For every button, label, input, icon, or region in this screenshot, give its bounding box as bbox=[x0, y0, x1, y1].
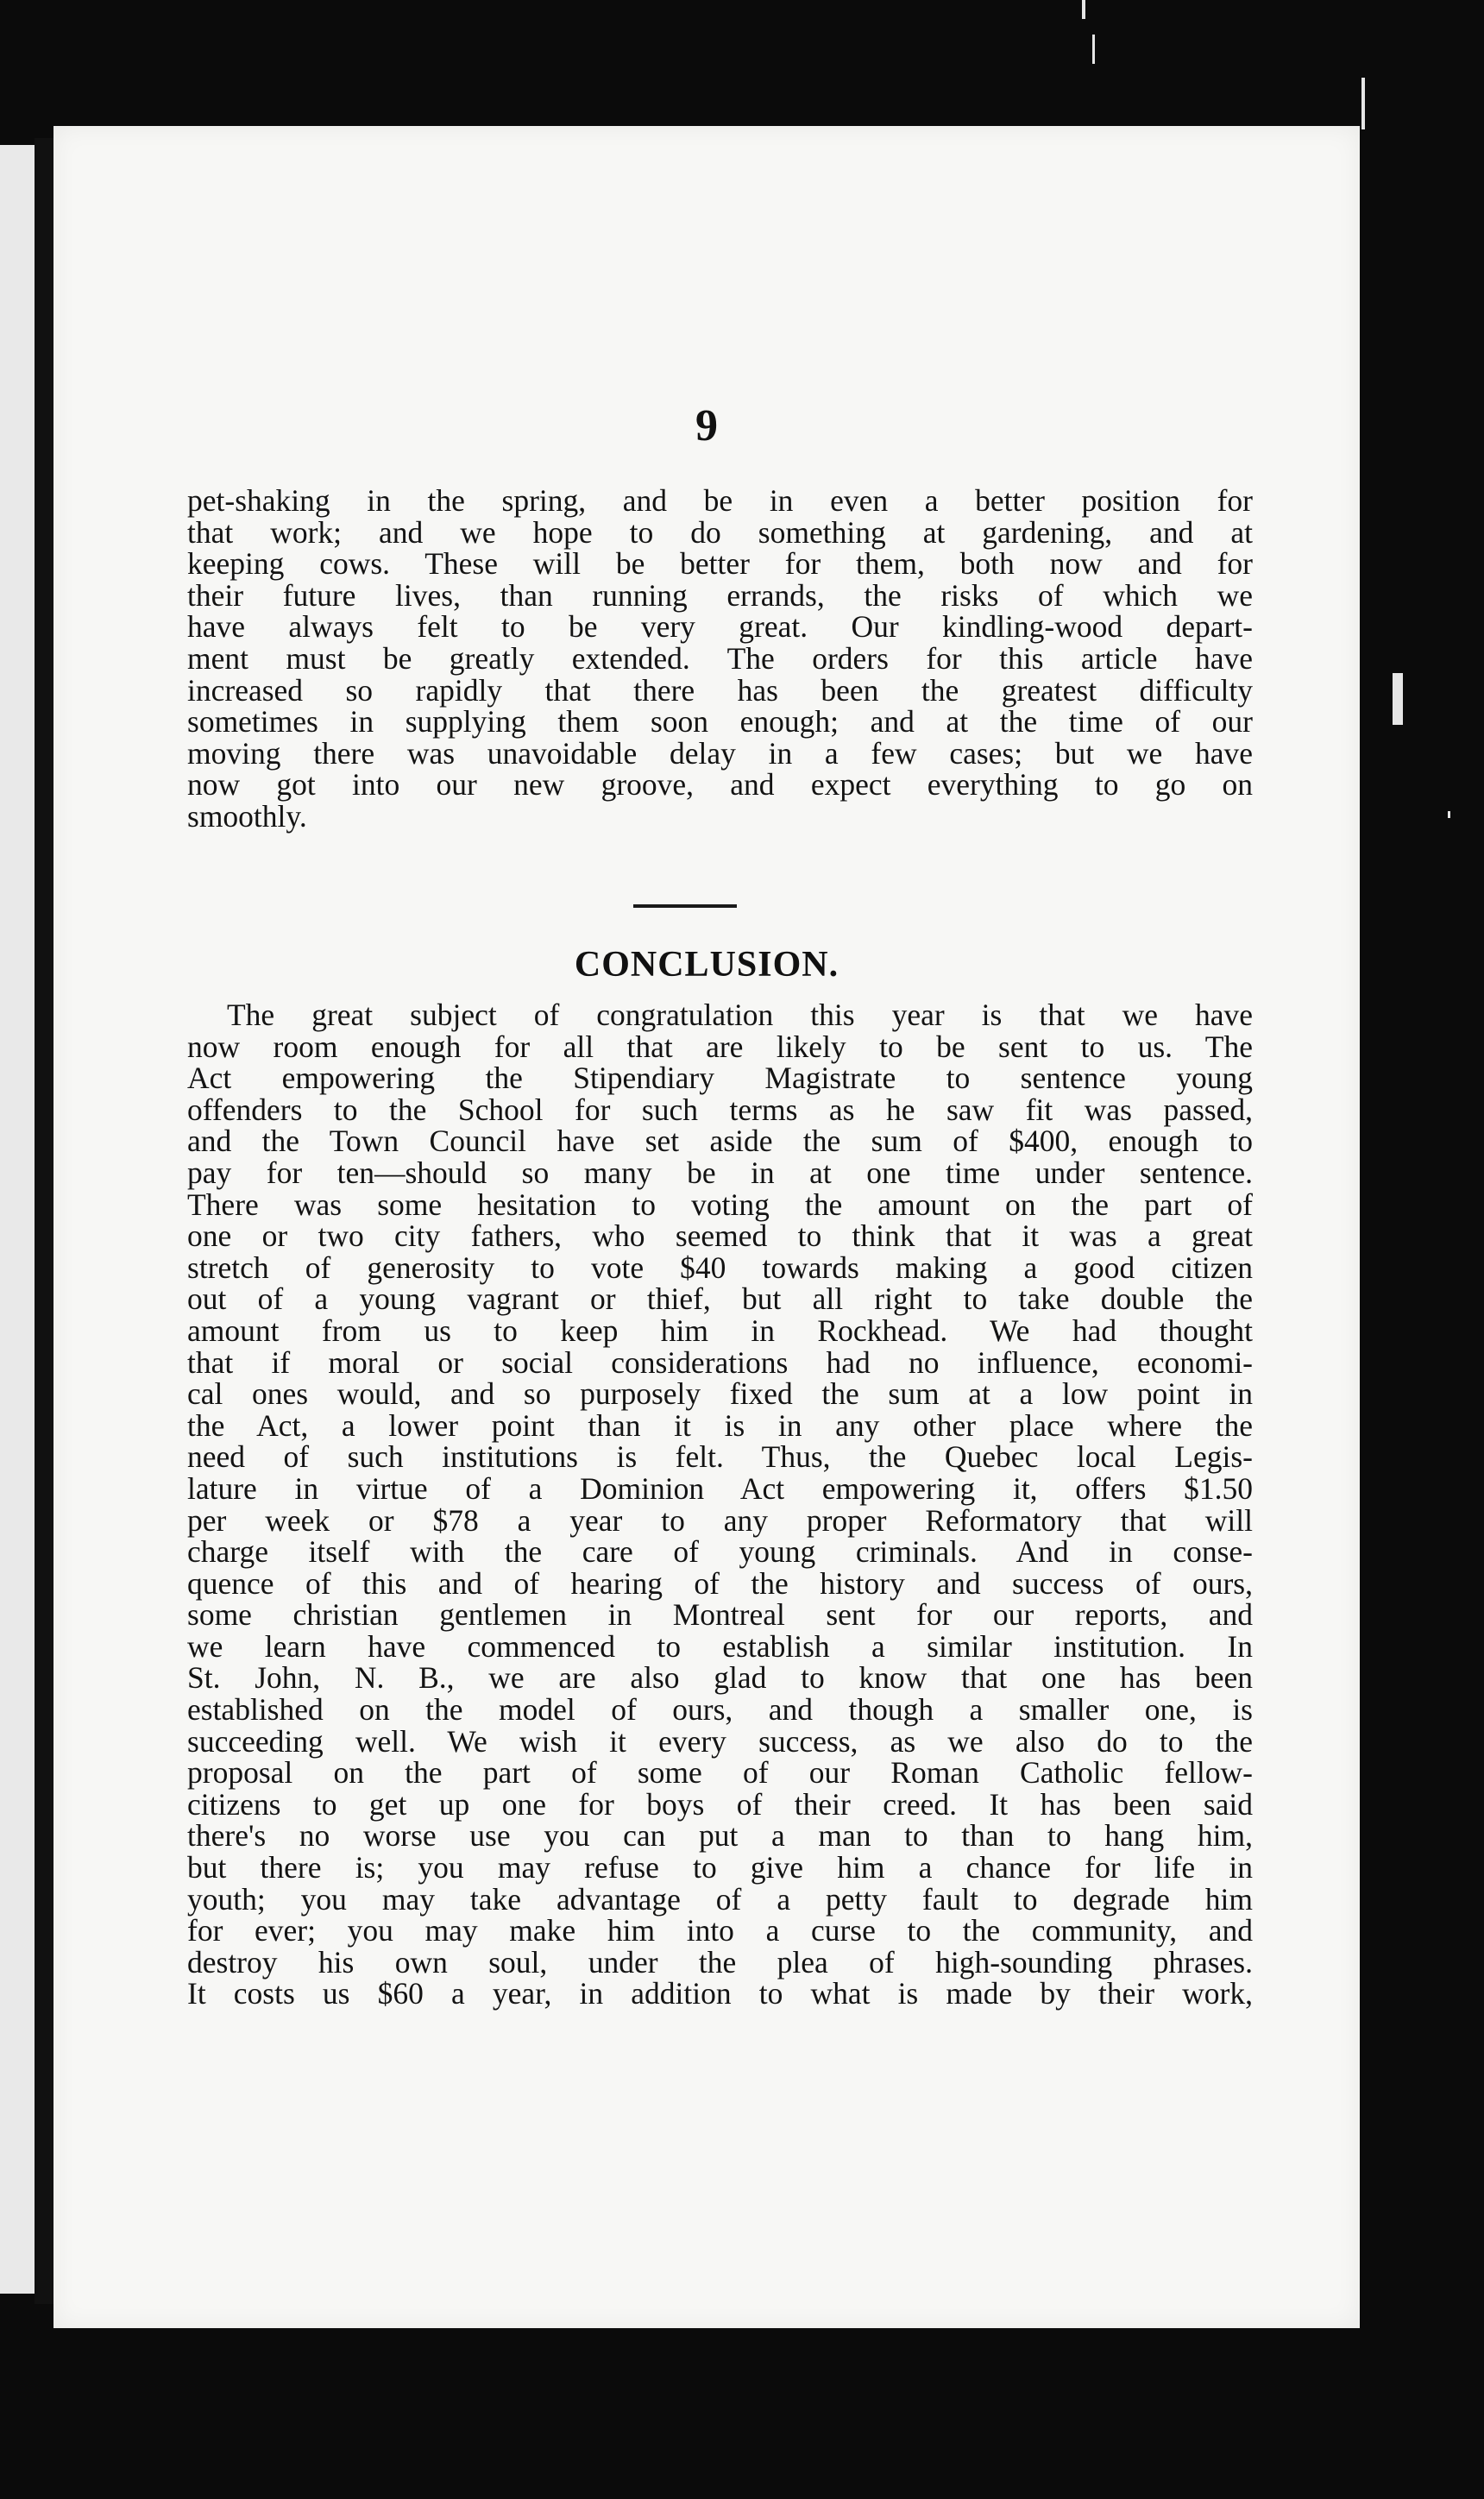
paragraph-conclusion bbox=[187, 999, 1253, 2010]
text-line: out of a young vagrant or thief, but all right to take double the bbox=[187, 1281, 1253, 1317]
text-line: keeping cows. These will be better for them, both now and for bbox=[187, 546, 1253, 582]
text-line: we learn have commenced to establish a similar institution. In bbox=[187, 1628, 1253, 1664]
text-line: there's no worse use you can put a man to than to hang him, bbox=[187, 1818, 1253, 1854]
text-line: It costs us $60 a year, in addition to what is made by their work, bbox=[187, 1976, 1253, 2011]
paragraph-continuation bbox=[187, 485, 1253, 833]
dust-speck bbox=[1393, 673, 1403, 725]
text-line: Act empowering the Stipendiary Magistrate to sentence young bbox=[187, 1061, 1253, 1096]
dust-speck bbox=[1361, 78, 1365, 129]
text-line: The great subject of congratulation this year is that we have bbox=[227, 998, 1253, 1032]
text-line: amount from us to keep him in Rockhead. We had thought bbox=[187, 1312, 1253, 1348]
page-gutter bbox=[35, 138, 53, 2304]
section-heading: CONCLUSION. bbox=[574, 945, 839, 985]
text-line: now got into our new groove, and expect everything to go on bbox=[187, 767, 1253, 803]
dust-speck bbox=[1082, 0, 1085, 19]
text-line: citizens to get up one for boys of their creed. It has been said bbox=[187, 1786, 1253, 1822]
text-line: that if moral or social considerations had no influence, economi- bbox=[187, 1344, 1253, 1380]
text-line: smoothly. bbox=[187, 798, 307, 834]
text-line: but there is; you may refuse to give him a chance for life in bbox=[187, 1850, 1253, 1885]
text-line: need of such institutions is felt. Thus, the Quebec local Legis- bbox=[187, 1439, 1253, 1475]
text-line: and the Town Council have set aside the sum of $400, enough to bbox=[187, 1124, 1253, 1159]
text-line: youth; you may take advantage of a petty fault to degrade him bbox=[187, 1881, 1253, 1917]
text-line: ment must be greatly extended. The orders for this article have bbox=[187, 640, 1253, 676]
document-page bbox=[53, 126, 1360, 2328]
facing-page-edge bbox=[0, 145, 35, 2294]
text-line: pet-shaking in the spring, and be in even a better position for bbox=[187, 483, 1253, 518]
section-divider bbox=[633, 904, 737, 908]
text-line: per week or $78 a year to any proper Reformatory that will bbox=[187, 1502, 1253, 1538]
text-line: have always felt to be very great. Our kindling-wood depart- bbox=[187, 609, 1253, 645]
text-line: for ever; you may make him into a curse to the community, and bbox=[187, 1913, 1253, 1948]
text-line: quence of this and of hearing of the history and success of ours, bbox=[187, 1565, 1253, 1601]
text-line: charge itself with the care of young criminals. And in conse- bbox=[187, 1534, 1253, 1570]
text-line: one or two city fathers, who seemed to think that it was a great bbox=[187, 1218, 1253, 1254]
text-line: lature in virtue of a Dominion Act empowering it, offers $1.50 bbox=[187, 1470, 1253, 1506]
dust-speck bbox=[1092, 35, 1095, 64]
text-line: now room enough for all that are likely to be sent to us. The bbox=[187, 1029, 1253, 1064]
text-line: some christian gentlemen in Montreal sent for our reports, and bbox=[187, 1597, 1253, 1633]
text-line: that work; and we hope to do something at gardening, and at bbox=[187, 514, 1253, 550]
text-line: cal ones would, and so purposely fixed the sum at a low point in bbox=[187, 1376, 1253, 1412]
text-line: pay for ten—should so many be in at one time under sentence. bbox=[187, 1155, 1253, 1190]
text-line: moving there was unavoidable delay in a few cases; but we have bbox=[187, 735, 1253, 771]
text-line: stretch of generosity to vote $40 towards making a good citizen bbox=[187, 1250, 1253, 1285]
text-line: destroy his own soul, under the plea of high-sounding phrases. bbox=[187, 1944, 1253, 1980]
text-line: their future lives, than running errands, the risks of which we bbox=[187, 577, 1253, 613]
text-line: There was some hesitation to voting the amount on the part of bbox=[187, 1187, 1253, 1222]
text-line: succeeding well. We wish it every success, as we also do to the bbox=[187, 1723, 1253, 1759]
text-line: St. John, N. B., we are also glad to know that one has been bbox=[187, 1660, 1253, 1696]
page-number: 9 bbox=[695, 401, 718, 450]
dust-speck bbox=[1448, 811, 1450, 818]
text-line: proposal on the part of some of our Roman Catholic fellow- bbox=[187, 1755, 1253, 1791]
text-line: established on the model of ours, and though a smaller one, is bbox=[187, 1692, 1253, 1728]
text-line: sometimes in supplying them soon enough; and at the time of our bbox=[187, 704, 1253, 740]
text-line: increased so rapidly that there has been the greatest difficulty bbox=[187, 672, 1253, 708]
text-line: the Act, a lower point than it is in any other place where the bbox=[187, 1407, 1253, 1443]
text-line: offenders to the School for such terms as he saw fit was passed, bbox=[187, 1092, 1253, 1127]
